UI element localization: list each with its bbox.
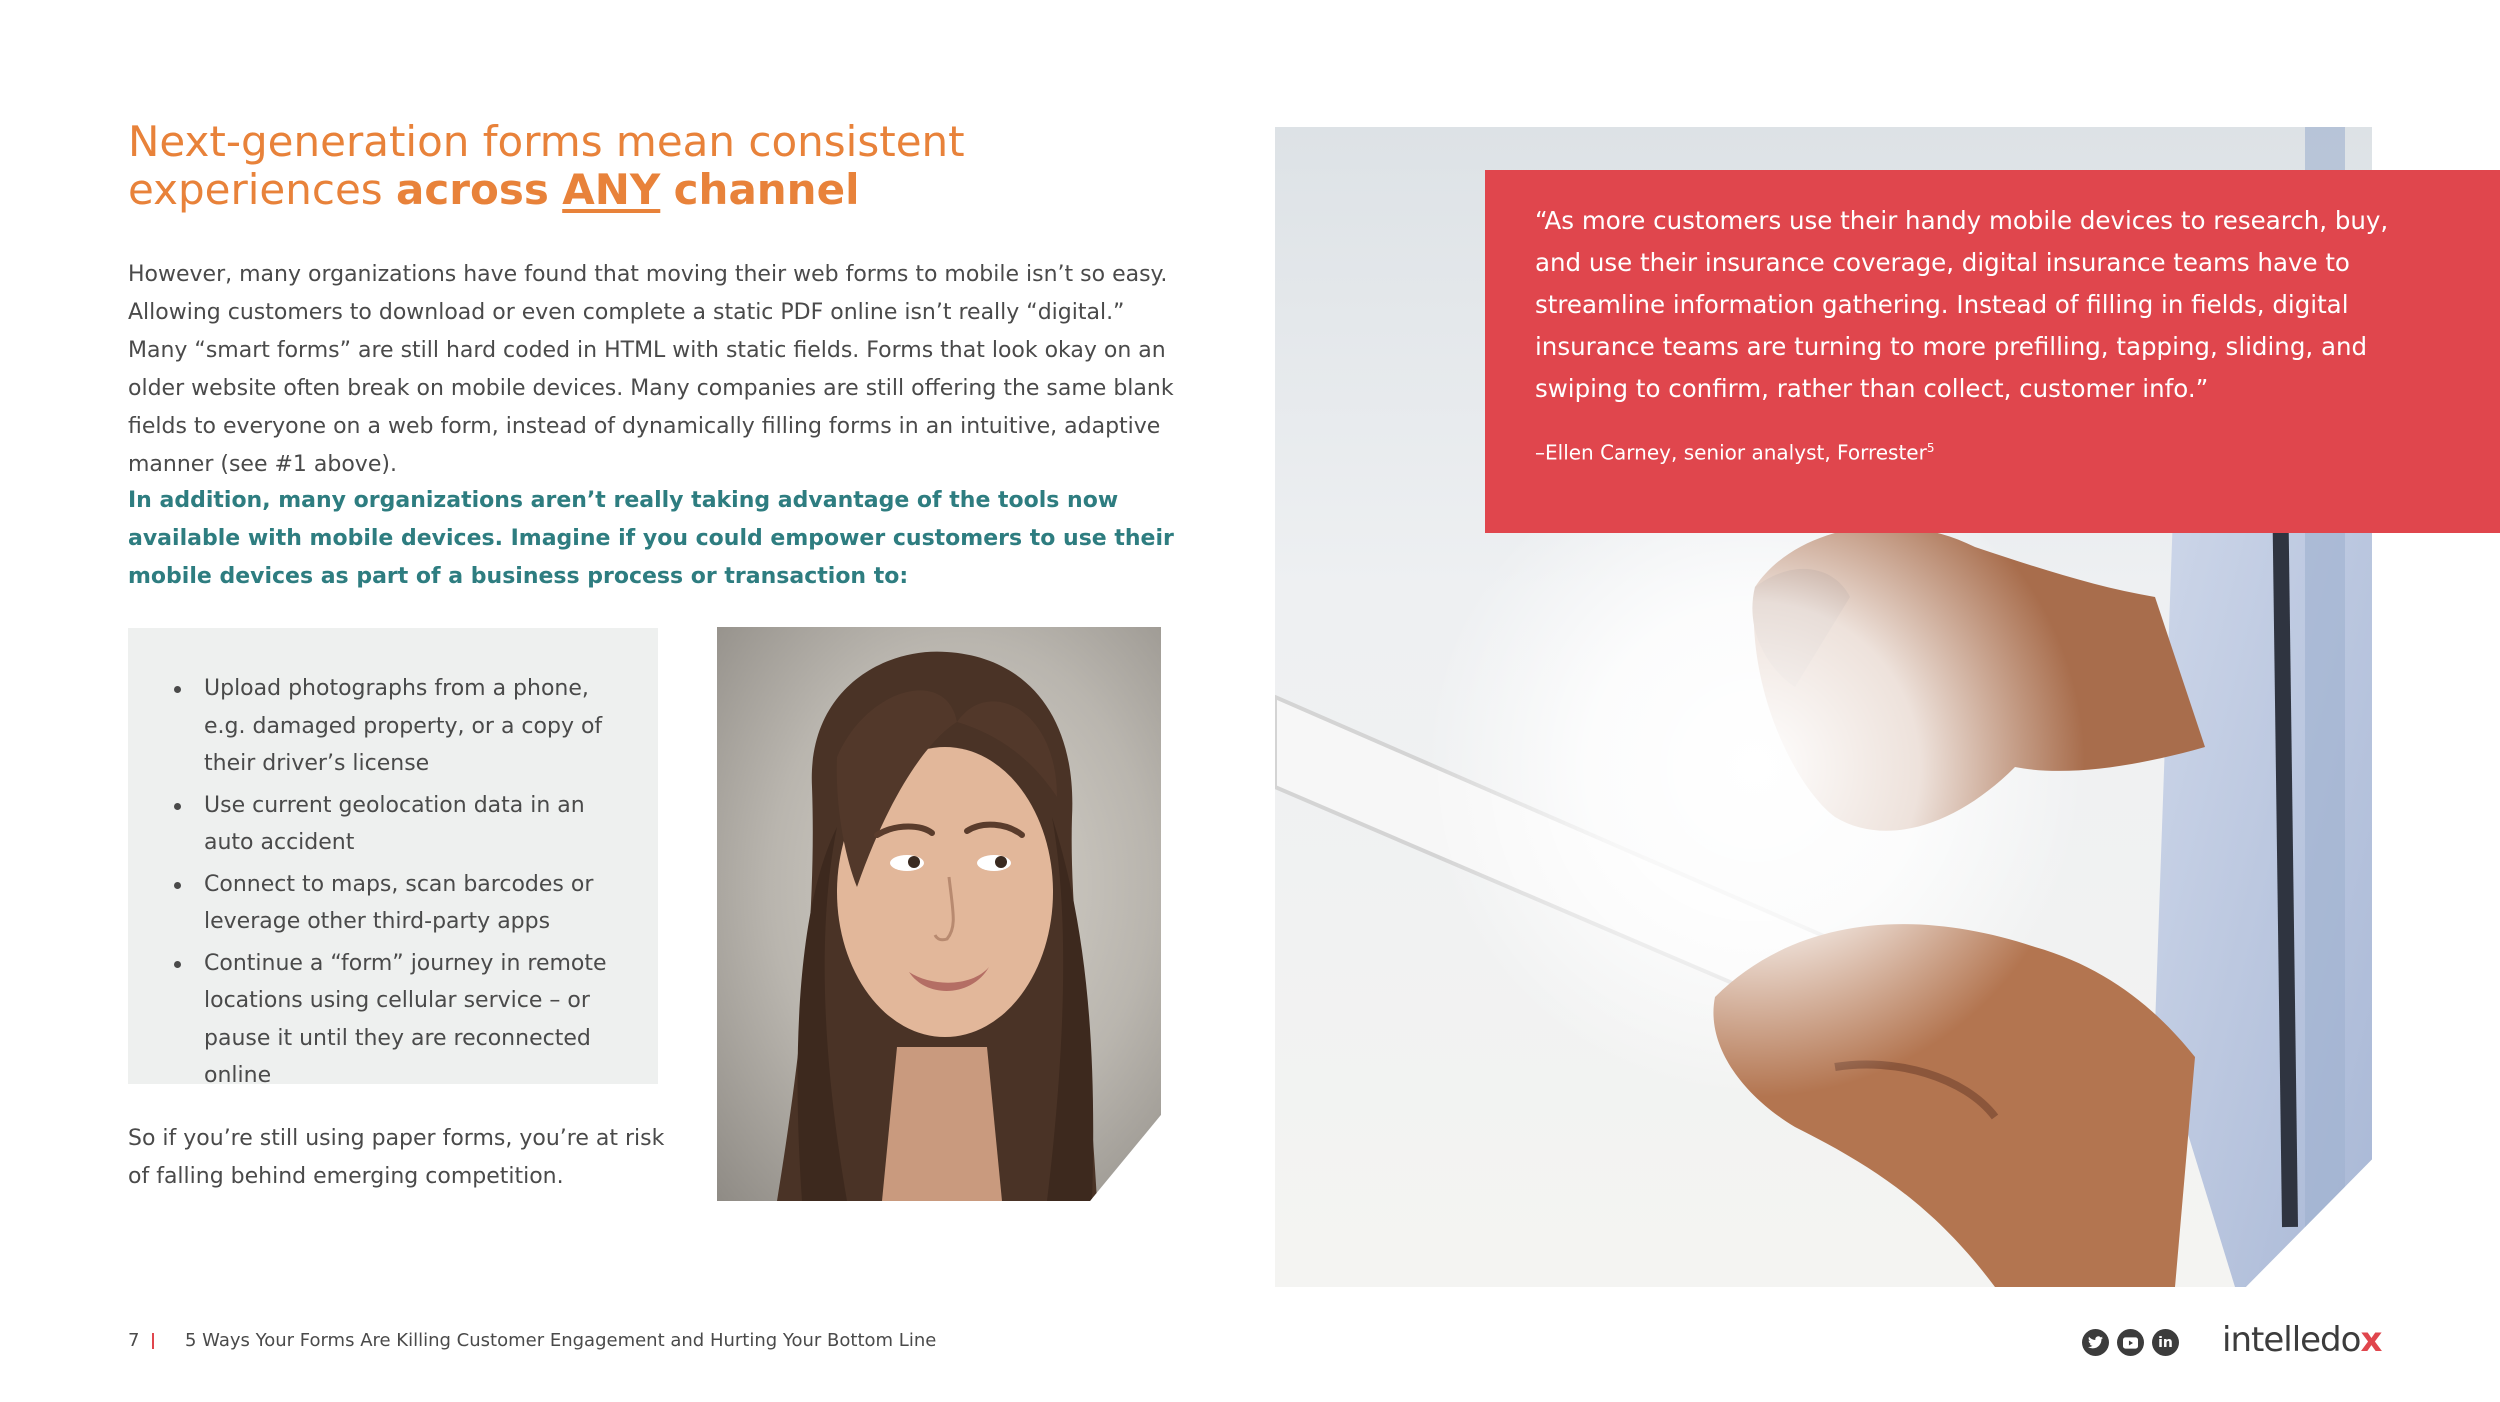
bullet-icon: [174, 882, 181, 889]
twitter-bird-icon: [2088, 1336, 2103, 1349]
list-item: Upload photographs from a phone, e.g. damaged property, or a copy of their driver’s license: [204, 670, 634, 783]
youtube-icon[interactable]: [2117, 1329, 2144, 1356]
heading-underline-any: ANY: [562, 165, 661, 214]
logo-wordmark: intelledo: [2222, 1320, 2361, 1360]
list-item: Use current geolocation data in an auto accident: [204, 787, 634, 862]
document-title: 5 Ways Your Forms Are Killing Customer Engagement and Hurting Your Bottom Line: [185, 1330, 937, 1351]
bullet-icon: [174, 961, 181, 968]
heading-line2-plain: experiences: [128, 165, 397, 214]
footnote-marker: 5: [1926, 441, 1935, 455]
capabilities-box: [128, 628, 658, 1088]
highlight-paragraph: In addition, many organizations aren’t really taking advantage of the tools now available with mobile devices. Imagine if you could empower customers to use their mobile devices as part of a business process or transaction to:: [128, 488, 1174, 589]
woman-portrait-image: [717, 627, 1161, 1201]
portrait-illustration: [717, 627, 1161, 1201]
twitter-icon[interactable]: [2082, 1329, 2109, 1356]
bullet-icon: [174, 686, 181, 693]
page-number: 7: [128, 1330, 140, 1351]
attribution-text: –Ellen Carney, senior analyst, Forrester: [1535, 440, 1927, 465]
closing-paragraph: So if you’re still using paper forms, you’re at risk of falling behind emerging competition.: [128, 1126, 665, 1189]
heading-line1: Next-generation forms mean consistent: [128, 117, 965, 166]
footer-divider: [152, 1333, 154, 1349]
logo-accent: x: [2360, 1320, 2382, 1360]
list-item: Continue a “form” journey in remote locations using cellular service – or pause it until they are reconnected online: [204, 945, 634, 1095]
intelledox-logo[interactable]: [2222, 1320, 2381, 1360]
heading-bold-across: across: [396, 165, 549, 214]
intro-paragraph: However, many organizations have found that moving their web forms to mobile isn’t so easy. Allowing customers to download or even complete a static PDF online isn’t really “digital.” Many “smart forms” are still hard coded in HTML with static fields. Forms that look okay on an older website often break on mobile devices. Many companies are still offering the same blank fields to everyone on a web form, instead of dynamically filling forms in an intuitive, adaptive manner (see #1 above).: [128, 262, 1174, 477]
quote-callout: [1485, 170, 2500, 533]
list-item: Connect to maps, scan barcodes or leverage other third-party apps: [204, 866, 634, 941]
youtube-play-icon: [2123, 1337, 2138, 1349]
linkedin-icon[interactable]: in: [2152, 1329, 2179, 1356]
section-heading: [128, 118, 1148, 214]
heading-bold-channel: channel: [673, 165, 860, 214]
bullet-icon: [174, 803, 181, 810]
quote-text: “As more customers use their handy mobile devices to research, buy, and use their insurance coverage, digital insurance teams have to streamline information gathering. Instead of filling in fields, digital insurance teams are turning to more prefilling, tapping, sliding, and swiping to confirm, rather than collect, customer info.”: [1535, 206, 2389, 403]
capabilities-list: [128, 628, 658, 1095]
quote-attribution: [1535, 433, 2395, 468]
